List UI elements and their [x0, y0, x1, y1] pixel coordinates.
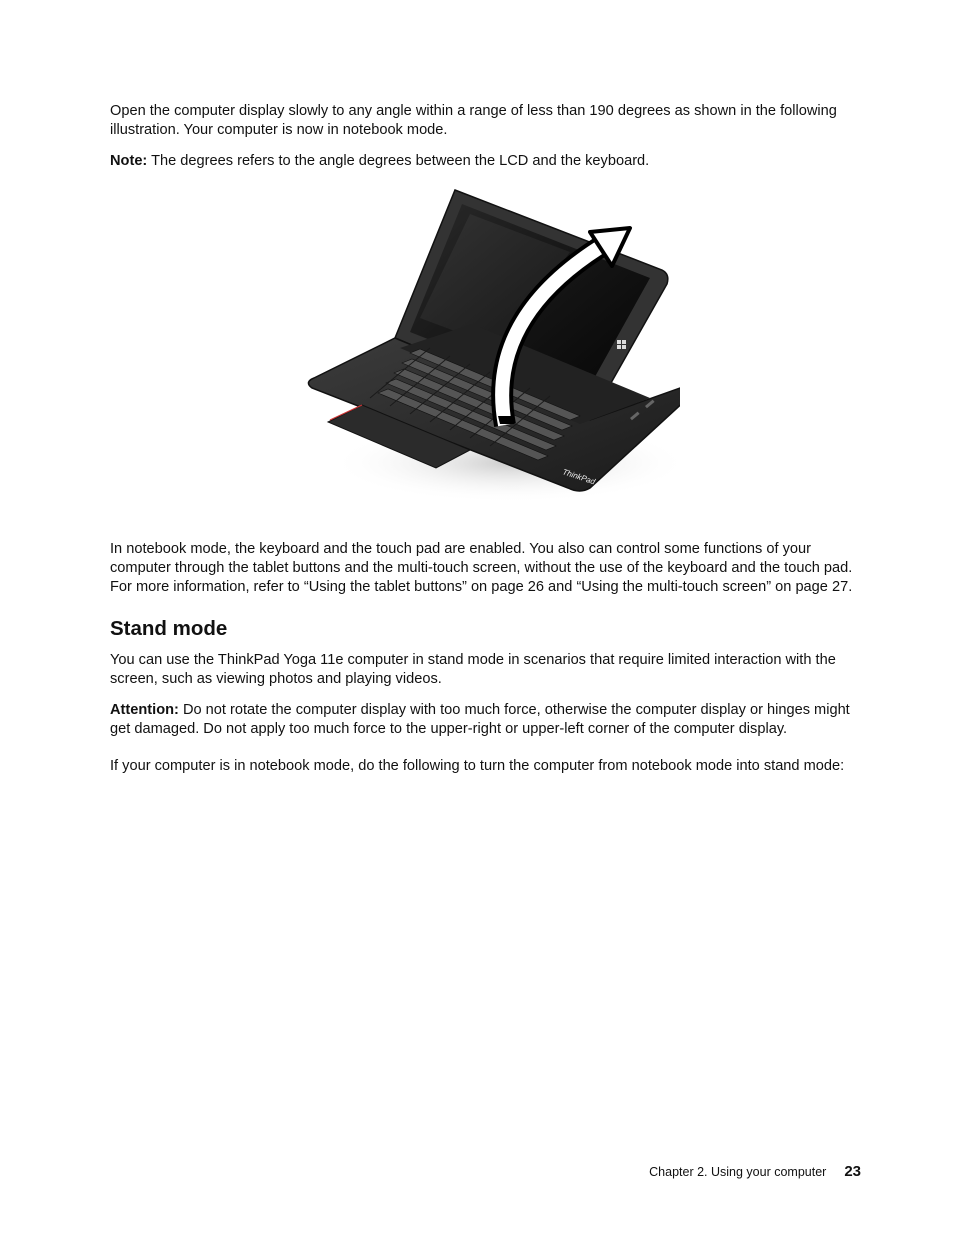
laptop-brand-text: ThinkPad — [561, 467, 597, 487]
note-label: Note: — [110, 153, 148, 169]
section-heading-stand-mode: Stand mode — [110, 617, 228, 640]
attention-text: Do not rotate the computer display with too much force, otherwise the computer display or hinges might get damaged. Do not apply too much force to the upper-right or upper-left corner of the computer display. — [110, 702, 850, 737]
attention-label: Attention: — [110, 702, 179, 718]
notebook-to-stand-paragraph: If your computer is in notebook mode, do the following to turn the computer from notebook mode into stand mode: — [110, 758, 845, 774]
note-paragraph — [110, 152, 870, 171]
attention-paragraph — [110, 701, 870, 739]
note-text: The degrees refers to the angle degrees between the LCD and the keyboard. — [147, 153, 650, 169]
laptop-open-arrow-illustration — [300, 188, 680, 518]
stand-mode-paragraph: You can use the ThinkPad Yoga 11e computer in stand mode in scenarios that require limited interaction with the screen, such as viewing photos and playing videos. — [110, 652, 836, 687]
open-display-paragraph: Open the computer display slowly to any angle within a range of less than 190 degrees as shown in the following illustration. Your computer is now in notebook mode. — [110, 103, 837, 138]
page-body — [110, 102, 870, 776]
page-number: 23 — [844, 1163, 861, 1180]
page-footer — [649, 1163, 861, 1180]
footer-chapter: Chapter 2. Using your computer — [649, 1165, 827, 1179]
laptop-illustration — [110, 188, 870, 518]
notebook-mode-paragraph: In notebook mode, the keyboard and the touch pad are enabled. You also can control some functions of your computer through the tablet buttons and the multi-touch screen, without the use of the keyboard and the touch pad. For more information, refer to “Using the tablet buttons” on page 26 and “Using the multi-touch screen” on page 27. — [110, 541, 853, 595]
